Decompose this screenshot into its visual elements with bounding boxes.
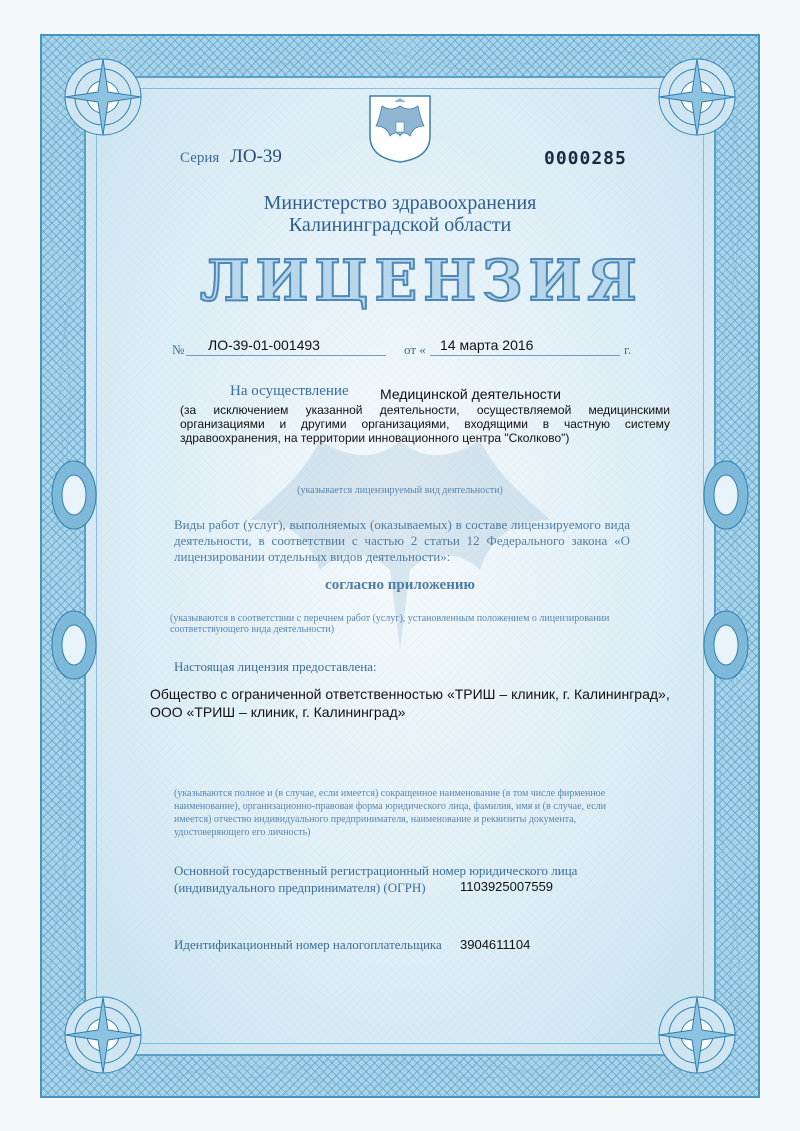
ogrn-label-line-1: Основной государственный регистрационный номер юридического лица xyxy=(174,863,578,878)
rosette-left-lower xyxy=(48,605,100,685)
document-title: ЛИЦЕНЗИЯ xyxy=(200,248,643,314)
corner-ornament-top-left xyxy=(48,42,158,152)
ogrn-label-line-2: (индивидуального предпринимателя) (ОГРН) xyxy=(174,880,426,895)
inn-value: 3904611104 xyxy=(460,937,531,952)
activity-note: (указывается лицензируемый вид деятельности) xyxy=(297,485,503,496)
licensee-label: Настоящая лицензия предоставлена: xyxy=(174,659,377,674)
activity-details: (за исключением указанной деятельности, осуществляемой медицинскими организациями и другими организациями, входящими в частную систему здравоохранения, на территории инновационного центра "Сколково") xyxy=(180,403,670,445)
inn-label: Идентификационный номер налогоплательщика xyxy=(174,937,442,952)
rosette-right-upper xyxy=(700,455,752,535)
corner-ornament-top-right xyxy=(642,42,752,152)
number-underline xyxy=(186,355,386,356)
series-value: ЛО-39 xyxy=(230,146,282,167)
licensee-short-name: ООО «ТРИШ – клиник, г. Калининград» xyxy=(150,704,406,720)
date-prefix: от « xyxy=(404,342,426,357)
number-label: № xyxy=(172,342,185,357)
registration-number: ЛО-39-01-001493 xyxy=(208,337,320,353)
activity-label: На осуществление xyxy=(230,383,349,399)
corner-ornament-bottom-right xyxy=(642,980,752,1090)
issuing-authority xyxy=(200,192,600,236)
ministry-line-2: Калининградской области xyxy=(288,214,512,236)
works-description: Виды работ (услуг), выполняемых (оказываемых) в составе лицензируемого вида деятельности, в соответствии с частью 2 статьи 12 Федерального закона «О лицензировании отдельных видов деятельности»: xyxy=(174,517,630,564)
coat-of-arms-icon xyxy=(366,92,434,164)
licensee-full-name: Общество с ограниченной ответственностью «ТРИШ – клиник, г. Калининград», xyxy=(150,686,670,702)
series-label: Серия xyxy=(180,150,220,166)
works-value: согласно приложению xyxy=(325,577,475,593)
corner-ornament-bottom-left xyxy=(48,980,158,1090)
licensee-note: (указываются полное и (в случае, если имеется) сокращенное наименование (в том числе фирменное наименование), организационно-правовая форма юридического лица, фамилия, имя и (в случае, если имеется) отчество индивидуального предпринимателя, наименование и реквизиты документа, удостоверяющего его личность) xyxy=(174,788,607,838)
ogrn-value: 1103925007559 xyxy=(460,879,554,894)
license-date: 14 марта 2016 xyxy=(440,337,534,353)
works-note: (указываются в соответствии с перечнем работ (услуг), установленным положением о лицензировании соответствующего вида деятельности) xyxy=(170,613,610,635)
rosette-right-lower xyxy=(700,605,752,685)
date-underline xyxy=(430,355,620,356)
ministry-line-1: Министерство здравоохранения xyxy=(263,192,537,214)
license-serial-number: 0000285 xyxy=(544,148,627,169)
rosette-left-upper xyxy=(48,455,100,535)
activity-value: Медицинской деятельности xyxy=(380,386,561,402)
year-suffix: г. xyxy=(624,342,632,357)
